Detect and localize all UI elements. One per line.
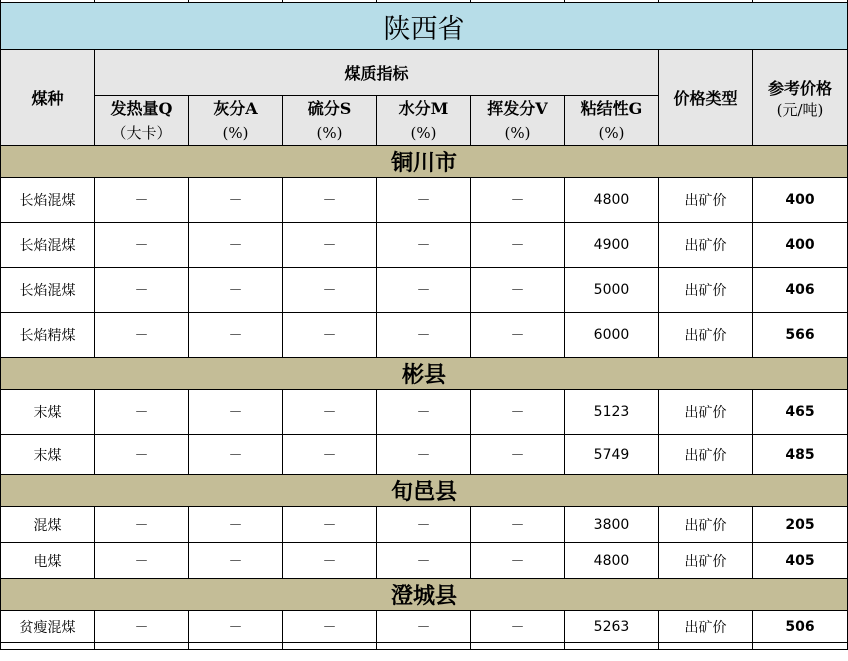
section-row	[1, 475, 848, 507]
moisture-cell: －	[377, 435, 471, 475]
calorific-cell: －	[95, 543, 189, 579]
caking-cell: 5123	[565, 390, 659, 435]
volatile-cell: －	[471, 178, 565, 223]
header-col-name: 粘结性G	[580, 98, 643, 118]
ash-cell: －	[189, 313, 283, 358]
sulfur-cell: －	[283, 390, 377, 435]
table-row	[1, 268, 848, 313]
caking-cell: 4800	[565, 178, 659, 223]
edge-cell	[95, 643, 189, 650]
ash-cell: －	[189, 435, 283, 475]
coal-type-cell: 电煤	[1, 543, 95, 579]
price-cell: 506	[753, 611, 848, 643]
section-row	[1, 579, 848, 611]
price-cell: 566	[753, 313, 848, 358]
moisture-cell: －	[377, 507, 471, 543]
volatile-cell: －	[471, 268, 565, 313]
header-col-unit: (%)	[598, 123, 625, 142]
price-type-cell: 出矿价	[659, 435, 753, 475]
section-row	[1, 146, 848, 178]
price-type-cell: 出矿价	[659, 507, 753, 543]
price-type-cell: 出矿价	[659, 313, 753, 358]
header-col-name: 挥发分V	[487, 98, 548, 118]
sulfur-cell: －	[283, 611, 377, 643]
header-quality-col	[189, 96, 283, 146]
header-col-name: 硫分S	[307, 98, 352, 118]
header-col-unit: （大卡）	[111, 123, 172, 142]
calorific-cell: －	[95, 268, 189, 313]
price-type-cell: 出矿价	[659, 223, 753, 268]
price-cell: 406	[753, 268, 848, 313]
price-type-cell: 出矿价	[659, 390, 753, 435]
section-row	[1, 358, 848, 390]
coal-type-cell: 混煤	[1, 507, 95, 543]
sulfur-cell: －	[283, 435, 377, 475]
caking-cell: 4900	[565, 223, 659, 268]
coal-type-cell: 贫瘦混煤	[1, 611, 95, 643]
edge-cell	[753, 643, 848, 650]
caking-cell: 5749	[565, 435, 659, 475]
section-title: 澄城县	[1, 579, 848, 611]
edge-cell	[1, 643, 95, 650]
edge-cell	[283, 643, 377, 650]
price-cell: 400	[753, 178, 848, 223]
caking-cell: 3800	[565, 507, 659, 543]
table-row	[1, 611, 848, 643]
edge-cell	[659, 643, 753, 650]
moisture-cell: －	[377, 178, 471, 223]
header-col-name: 发热量Q	[110, 98, 173, 118]
calorific-cell: －	[95, 313, 189, 358]
caking-cell: 6000	[565, 313, 659, 358]
section-title: 彬县	[1, 358, 848, 390]
calorific-cell: －	[95, 507, 189, 543]
coal-type-cell: 长焰精煤	[1, 313, 95, 358]
header-col-unit: (%)	[410, 123, 437, 142]
header-quality-col	[377, 96, 471, 146]
sulfur-cell: －	[283, 507, 377, 543]
section-title: 铜川市	[1, 146, 848, 178]
calorific-cell: －	[95, 223, 189, 268]
edge-cell	[377, 643, 471, 650]
ash-cell: －	[189, 268, 283, 313]
volatile-cell: －	[471, 390, 565, 435]
volatile-cell: －	[471, 611, 565, 643]
sulfur-cell: －	[283, 313, 377, 358]
price-type-cell: 出矿价	[659, 268, 753, 313]
header-price-type: 价格类型	[659, 50, 753, 146]
header-quality-col	[95, 96, 189, 146]
bottom-edge-row	[1, 643, 848, 650]
header-col-unit: (%)	[222, 123, 249, 142]
calorific-cell: －	[95, 178, 189, 223]
price-cell: 485	[753, 435, 848, 475]
sulfur-cell: －	[283, 223, 377, 268]
table-row	[1, 223, 848, 268]
coal-type-cell: 末煤	[1, 435, 95, 475]
header-ref-price	[753, 50, 848, 146]
table-row	[1, 543, 848, 579]
volatile-cell: －	[471, 435, 565, 475]
header-quality-col	[565, 96, 659, 146]
edge-cell	[565, 643, 659, 650]
moisture-cell: －	[377, 313, 471, 358]
calorific-cell: －	[95, 611, 189, 643]
header-col-unit: (%)	[316, 123, 343, 142]
moisture-cell: －	[377, 390, 471, 435]
table-row	[1, 507, 848, 543]
header-ref-price-label: 参考价格	[767, 78, 832, 98]
ash-cell: －	[189, 507, 283, 543]
volatile-cell: －	[471, 223, 565, 268]
ash-cell: －	[189, 390, 283, 435]
price-type-cell: 出矿价	[659, 178, 753, 223]
volatile-cell: －	[471, 543, 565, 579]
title-row	[1, 3, 848, 50]
sulfur-cell: －	[283, 268, 377, 313]
ash-cell: －	[189, 611, 283, 643]
moisture-cell: －	[377, 223, 471, 268]
ash-cell: －	[189, 178, 283, 223]
calorific-cell: －	[95, 390, 189, 435]
ash-cell: －	[189, 223, 283, 268]
table-row	[1, 178, 848, 223]
header-col-name: 水分M	[398, 98, 449, 118]
price-cell: 400	[753, 223, 848, 268]
moisture-cell: －	[377, 543, 471, 579]
caking-cell: 5263	[565, 611, 659, 643]
caking-cell: 4800	[565, 543, 659, 579]
coal-type-cell: 长焰混煤	[1, 223, 95, 268]
edge-cell	[471, 643, 565, 650]
price-cell: 405	[753, 543, 848, 579]
header-quality-col	[471, 96, 565, 146]
coal-type-cell: 末煤	[1, 390, 95, 435]
header-coal-type: 煤种	[1, 50, 95, 146]
price-type-cell: 出矿价	[659, 611, 753, 643]
header-quality-group: 煤质指标	[95, 50, 659, 96]
header-col-unit: (%)	[504, 123, 531, 142]
header-col-name: 灰分A	[213, 98, 258, 118]
edge-cell	[189, 643, 283, 650]
header-row-1	[1, 50, 848, 96]
section-title: 旬邑县	[1, 475, 848, 507]
volatile-cell: －	[471, 507, 565, 543]
sulfur-cell: －	[283, 178, 377, 223]
ash-cell: －	[189, 543, 283, 579]
table-row	[1, 390, 848, 435]
coal-type-cell: 长焰混煤	[1, 178, 95, 223]
coal-type-cell: 长焰混煤	[1, 268, 95, 313]
calorific-cell: －	[95, 435, 189, 475]
page-title: 陕西省	[1, 3, 848, 50]
price-cell: 205	[753, 507, 848, 543]
moisture-cell: －	[377, 268, 471, 313]
price-type-cell: 出矿价	[659, 543, 753, 579]
table-row	[1, 313, 848, 358]
header-ref-price-unit: (元/吨)	[776, 100, 824, 119]
table-row	[1, 435, 848, 475]
volatile-cell: －	[471, 313, 565, 358]
caking-cell: 5000	[565, 268, 659, 313]
moisture-cell: －	[377, 611, 471, 643]
header-quality-col	[283, 96, 377, 146]
price-cell: 465	[753, 390, 848, 435]
sulfur-cell: －	[283, 543, 377, 579]
